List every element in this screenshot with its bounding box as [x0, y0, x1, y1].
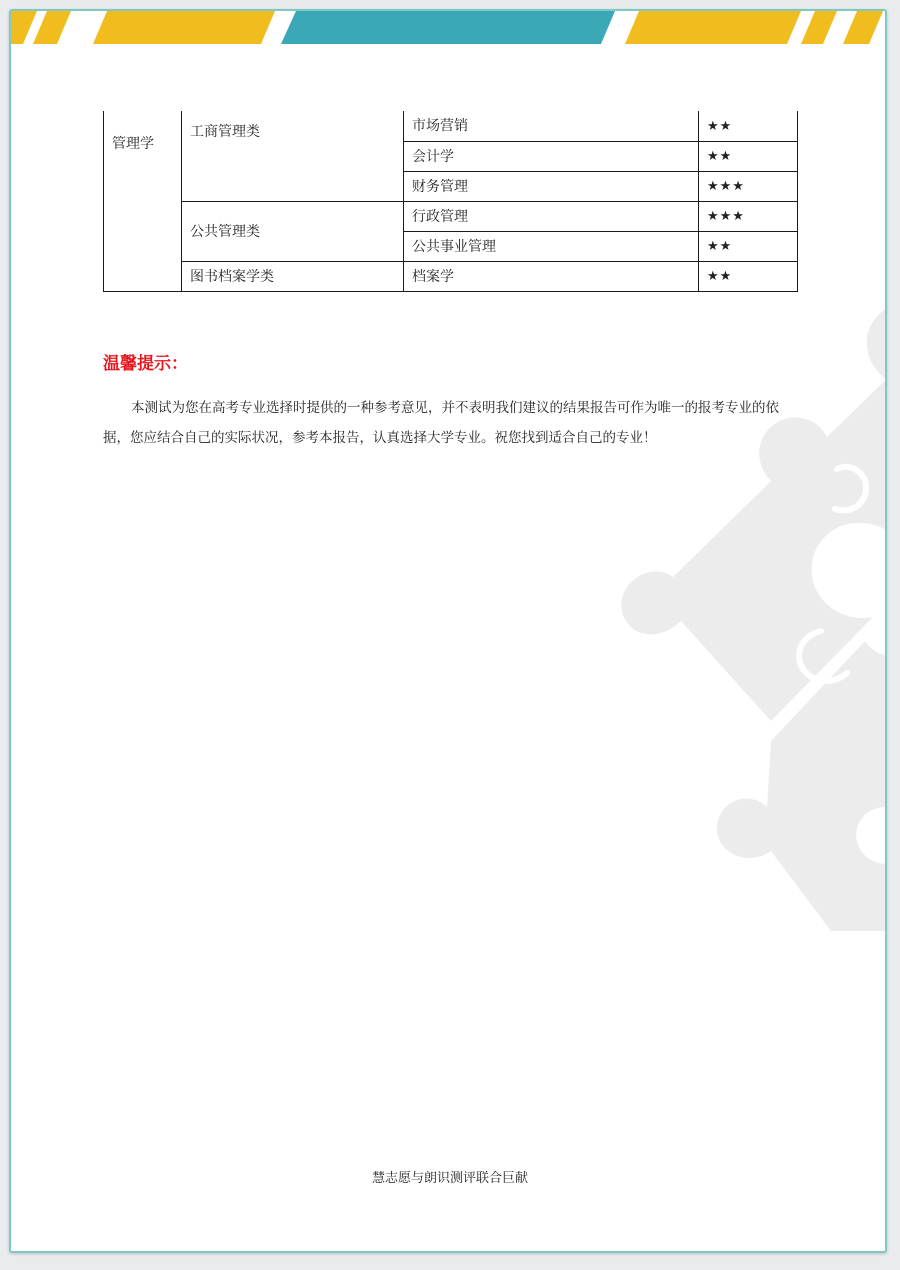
footer-credit: 慧志愿与朗识测评联合巨献 — [371, 1171, 528, 1186]
band-stripe-yellow-1 — [11, 11, 37, 44]
report-page — [9, 9, 887, 1253]
table-row — [104, 202, 798, 232]
major-cell: 会计学 — [404, 142, 699, 172]
top-decorative-band — [11, 11, 887, 47]
table-row — [104, 111, 798, 142]
band-stripe-yellow-4 — [625, 11, 801, 44]
stars-rating: ★★ — [699, 142, 798, 172]
major-cell: 档案学 — [404, 262, 699, 292]
stars-rating: ★★ — [699, 232, 798, 262]
band-stripe-yellow-3 — [93, 11, 275, 44]
stars-rating: ★★ — [699, 111, 798, 142]
stars-rating: ★★★ — [699, 172, 798, 202]
major-cell: 行政管理 — [404, 202, 699, 232]
puzzle-watermark — [621, 291, 887, 931]
subcategory-cell: 图书档案学类 — [182, 262, 404, 292]
band-stripe-yellow-6 — [843, 11, 883, 44]
major-cell: 市场营销 — [404, 111, 699, 142]
majors-table — [103, 111, 798, 292]
band-stripe-yellow-5 — [801, 11, 837, 44]
stars-rating: ★★★ — [699, 202, 798, 232]
major-cell: 财务管理 — [404, 172, 699, 202]
tips-body: 本测试为您在高考专业选择时提供的一种参考意见，并不表明我们建议的结果报告可作为唯一的报考专业的依据，您应结合自己的实际状况，参考本报告，认真选择大学专业。祝您找到适合自己的专业！ — [103, 400, 779, 446]
category-cell: 管理学 — [104, 111, 182, 292]
band-stripe-yellow-2 — [33, 11, 71, 44]
subcategory-cell: 公共管理类 — [182, 202, 404, 262]
stars-rating: ★★ — [699, 262, 798, 292]
tips-title: 温馨提示： — [103, 354, 188, 374]
major-cell: 公共事业管理 — [404, 232, 699, 262]
subcategory-cell: 工商管理类 — [182, 111, 404, 202]
band-stripe-teal — [281, 11, 615, 44]
table-row — [104, 262, 798, 292]
